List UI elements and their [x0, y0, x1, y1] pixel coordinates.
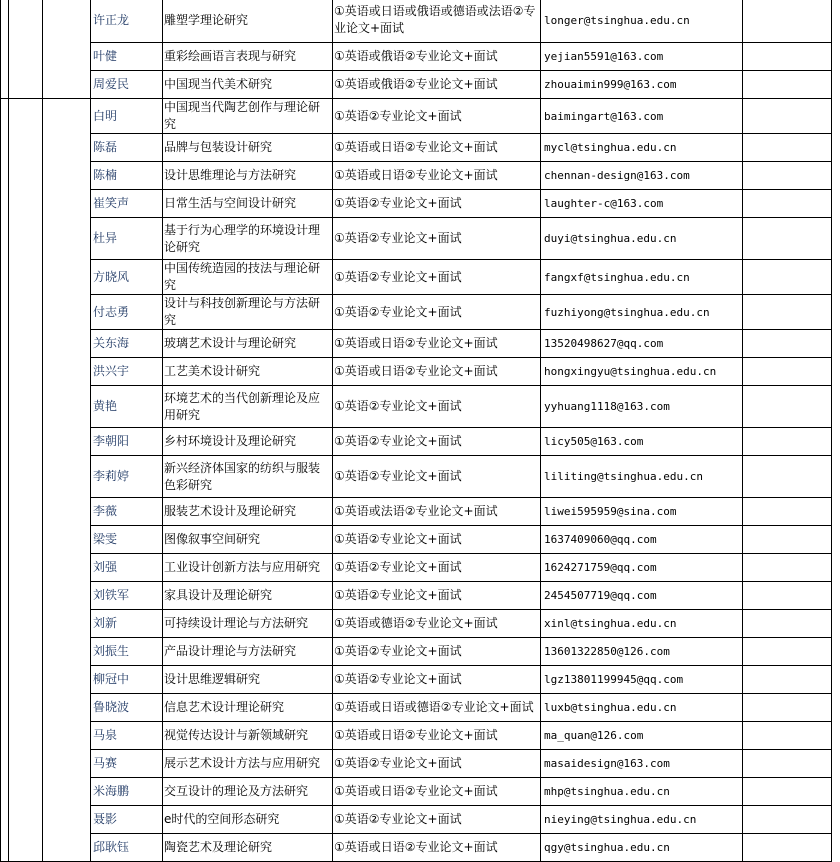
table-row: [1, 162, 832, 190]
remarks-cell: [743, 722, 832, 750]
exam-subjects: ①英语②专业论文+面试: [333, 295, 541, 330]
advisor-name: 关东海: [91, 330, 163, 358]
exam-subjects: ①英语或日语②专业论文+面试: [333, 330, 541, 358]
advisor-email: laughter-c@163.com: [541, 190, 743, 218]
advisor-email: longer@tsinghua.edu.cn: [541, 0, 743, 43]
exam-subjects: ①英语②专业论文+面试: [333, 526, 541, 554]
group-margin-cell: [1, 0, 9, 99]
research-field: 品牌与包装设计研究: [163, 134, 333, 162]
table-row: [1, 778, 832, 806]
advisor-email: hongxingyu@tsinghua.edu.cn: [541, 358, 743, 386]
exam-subjects: ①英语或日语②专业论文+面试: [333, 778, 541, 806]
research-field: 工业设计创新方法与应用研究: [163, 554, 333, 582]
research-field: 交互设计的理论及方法研究: [163, 778, 333, 806]
advisor-email: 1624271759@qq.com: [541, 554, 743, 582]
table-row: [1, 582, 832, 610]
table-row: [1, 99, 832, 134]
remarks-cell: [743, 610, 832, 638]
table-row: [1, 134, 832, 162]
research-field: 家具设计及理论研究: [163, 582, 333, 610]
exam-subjects: ①英语②专业论文+面试: [333, 218, 541, 260]
advisor-name: 李薇: [91, 498, 163, 526]
remarks-cell: [743, 526, 832, 554]
advisor-name: 李莉婷: [91, 456, 163, 498]
remarks-cell: [743, 666, 832, 694]
advisor-email: 13520498627@qq.com: [541, 330, 743, 358]
advisor-name: 邱耿钰: [91, 834, 163, 862]
table-row: [1, 554, 832, 582]
table-row: [1, 260, 832, 295]
research-field: 新兴经济体国家的纺织与服装色彩研究: [163, 456, 333, 498]
remarks-cell: [743, 190, 832, 218]
research-field: 陶瓷艺术及理论研究: [163, 834, 333, 862]
advisor-email: 13601322850@126.com: [541, 638, 743, 666]
research-field: 可持续设计理论与方法研究: [163, 610, 333, 638]
table-row: [1, 722, 832, 750]
exam-subjects: ①英语②专业论文+面试: [333, 638, 541, 666]
advisor-name: 黄艳: [91, 386, 163, 428]
advisor-name: 陈楠: [91, 162, 163, 190]
advisor-name: 柳冠中: [91, 666, 163, 694]
research-field: 工艺美术设计研究: [163, 358, 333, 386]
research-field: 雕塑学理论研究: [163, 0, 333, 43]
exam-subjects: ①英语或德语②专业论文+面试: [333, 610, 541, 638]
table-row: [1, 190, 832, 218]
exam-subjects: ①英语或日语②专业论文+面试: [333, 722, 541, 750]
advisor-email: chennan-design@163.com: [541, 162, 743, 190]
table-row: [1, 330, 832, 358]
research-field: 设计与科技创新理论与方法研究: [163, 295, 333, 330]
remarks-cell: [743, 386, 832, 428]
advisor-name: 陈磊: [91, 134, 163, 162]
remarks-cell: [743, 260, 832, 295]
research-field: 信息艺术设计理论研究: [163, 694, 333, 722]
exam-subjects: ①英语②专业论文+面试: [333, 190, 541, 218]
table-row: [1, 0, 832, 43]
research-field: e时代的空间形态研究: [163, 806, 333, 834]
advisor-name: 李朝阳: [91, 428, 163, 456]
advisor-name: 付志勇: [91, 295, 163, 330]
research-field: 视觉传达设计与新领域研究: [163, 722, 333, 750]
remarks-cell: [743, 43, 832, 71]
research-field: 基于行为心理学的环境设计理论研究: [163, 218, 333, 260]
advisor-name: 叶健: [91, 43, 163, 71]
advisor-name: 崔笑声: [91, 190, 163, 218]
group-discipline-cell: [9, 0, 43, 99]
advisor-email: yejian5591@163.com: [541, 43, 743, 71]
table-row: [1, 428, 832, 456]
advisor-email: liwei595959@sina.com: [541, 498, 743, 526]
remarks-cell: [743, 218, 832, 260]
research-field: 服装艺术设计及理论研究: [163, 498, 333, 526]
advisor-email: 2454507719@qq.com: [541, 582, 743, 610]
research-field: 中国现当代陶艺创作与理论研究: [163, 99, 333, 134]
exam-subjects: ①英语或日语②专业论文+面试: [333, 162, 541, 190]
advisor-name: 米海鹏: [91, 778, 163, 806]
advisor-email: xinl@tsinghua.edu.cn: [541, 610, 743, 638]
table-row: [1, 834, 832, 862]
remarks-cell: [743, 694, 832, 722]
remarks-cell: [743, 554, 832, 582]
advisor-name: 方晓风: [91, 260, 163, 295]
table-row: [1, 386, 832, 428]
research-field: 展示艺术设计方法与应用研究: [163, 750, 333, 778]
exam-subjects: ①英语②专业论文+面试: [333, 456, 541, 498]
exam-subjects: ①英语②专业论文+面试: [333, 750, 541, 778]
research-field: 中国传统造园的技法与理论研究: [163, 260, 333, 295]
exam-subjects: ①英语或日语或德语②专业论文+面试: [333, 694, 541, 722]
group-margin-cell: [1, 99, 9, 862]
remarks-cell: [743, 456, 832, 498]
remarks-cell: [743, 428, 832, 456]
advisor-name: 聂影: [91, 806, 163, 834]
exam-subjects: ①英语②专业论文+面试: [333, 99, 541, 134]
table-row: [1, 456, 832, 498]
table-row: [1, 610, 832, 638]
advisor-email: masaidesign@163.com: [541, 750, 743, 778]
advisor-email: duyi@tsinghua.edu.cn: [541, 218, 743, 260]
advisor-email: zhouaimin999@163.com: [541, 71, 743, 99]
exam-subjects: ①英语②专业论文+面试: [333, 428, 541, 456]
advisor-name: 马赛: [91, 750, 163, 778]
research-field: 设计思维逻辑研究: [163, 666, 333, 694]
advisor-email: yyhuang1118@163.com: [541, 386, 743, 428]
advisor-name: 杜异: [91, 218, 163, 260]
exam-subjects: ①英语或俄语②专业论文+面试: [333, 43, 541, 71]
remarks-cell: [743, 134, 832, 162]
advisor-name: 刘强: [91, 554, 163, 582]
table-row: [1, 43, 832, 71]
group-direction-cell: [43, 99, 91, 862]
research-field: 中国现当代美术研究: [163, 71, 333, 99]
table-row: [1, 358, 832, 386]
research-field: 重彩绘画语言表现与研究: [163, 43, 333, 71]
advisor-name: 刘新: [91, 610, 163, 638]
table-row: [1, 694, 832, 722]
table-row: [1, 638, 832, 666]
remarks-cell: [743, 750, 832, 778]
group-direction-cell: [43, 0, 91, 99]
advisor-email: fangxf@tsinghua.edu.cn: [541, 260, 743, 295]
remarks-cell: [743, 295, 832, 330]
advisor-email: ma_quan@126.com: [541, 722, 743, 750]
exam-subjects: ①英语或日语②专业论文+面试: [333, 134, 541, 162]
exam-subjects: ①英语②专业论文+面试: [333, 260, 541, 295]
remarks-cell: [743, 162, 832, 190]
remarks-cell: [743, 330, 832, 358]
table-row: [1, 666, 832, 694]
advisor-name: 白明: [91, 99, 163, 134]
advisor-name: 刘振生: [91, 638, 163, 666]
research-field: 玻璃艺术设计与理论研究: [163, 330, 333, 358]
remarks-cell: [743, 71, 832, 99]
remarks-cell: [743, 834, 832, 862]
advisor-name: 鲁晓波: [91, 694, 163, 722]
advisor-name: 刘铁军: [91, 582, 163, 610]
exam-subjects: ①英语②专业论文+面试: [333, 582, 541, 610]
exam-subjects: ①英语或日语或俄语或德语或法语②专业论文+面试: [333, 0, 541, 43]
advisor-name: 周爱民: [91, 71, 163, 99]
remarks-cell: [743, 806, 832, 834]
research-field: 乡村环境设计及理论研究: [163, 428, 333, 456]
advisor-email: fuzhiyong@tsinghua.edu.cn: [541, 295, 743, 330]
research-field: 环境艺术的当代创新理论及应用研究: [163, 386, 333, 428]
advisor-name: 许正龙: [91, 0, 163, 43]
table-row: [1, 806, 832, 834]
exam-subjects: ①英语或日语②专业论文+面试: [333, 834, 541, 862]
remarks-cell: [743, 358, 832, 386]
remarks-cell: [743, 0, 832, 43]
table-row: [1, 498, 832, 526]
remarks-cell: [743, 99, 832, 134]
table-row: [1, 295, 832, 330]
exam-subjects: ①英语或俄语②专业论文+面试: [333, 71, 541, 99]
table-row: [1, 526, 832, 554]
table-row: [1, 218, 832, 260]
advisor-name: 梁雯: [91, 526, 163, 554]
table-row: [1, 71, 832, 99]
advisor-email: mycl@tsinghua.edu.cn: [541, 134, 743, 162]
advisor-email: 1637409060@qq.com: [541, 526, 743, 554]
remarks-cell: [743, 582, 832, 610]
advisor-email: mhp@tsinghua.edu.cn: [541, 778, 743, 806]
advisor-email: liliting@tsinghua.edu.cn: [541, 456, 743, 498]
exam-subjects: ①英语②专业论文+面试: [333, 554, 541, 582]
advisor-email: baimingart@163.com: [541, 99, 743, 134]
advisor-email: nieying@tsinghua.edu.cn: [541, 806, 743, 834]
research-field: 产品设计理论与方法研究: [163, 638, 333, 666]
advisor-email: lgz13801199945@qq.com: [541, 666, 743, 694]
exam-subjects: ①英语或日语②专业论文+面试: [333, 358, 541, 386]
advisor-email: licy505@163.com: [541, 428, 743, 456]
advisor-email: qgy@tsinghua.edu.cn: [541, 834, 743, 862]
advisor-name: 马泉: [91, 722, 163, 750]
exam-subjects: ①英语或法语②专业论文+面试: [333, 498, 541, 526]
advisor-name: 洪兴宇: [91, 358, 163, 386]
exam-subjects: ①英语②专业论文+面试: [333, 666, 541, 694]
remarks-cell: [743, 638, 832, 666]
table-row: [1, 750, 832, 778]
exam-subjects: ①英语②专业论文+面试: [333, 806, 541, 834]
research-field: 图像叙事空间研究: [163, 526, 333, 554]
research-field: 日常生活与空间设计研究: [163, 190, 333, 218]
remarks-cell: [743, 498, 832, 526]
exam-subjects: ①英语②专业论文+面试: [333, 386, 541, 428]
group-discipline-cell: [9, 99, 43, 862]
research-field: 设计思维理论与方法研究: [163, 162, 333, 190]
advisor-email: luxb@tsinghua.edu.cn: [541, 694, 743, 722]
remarks-cell: [743, 778, 832, 806]
